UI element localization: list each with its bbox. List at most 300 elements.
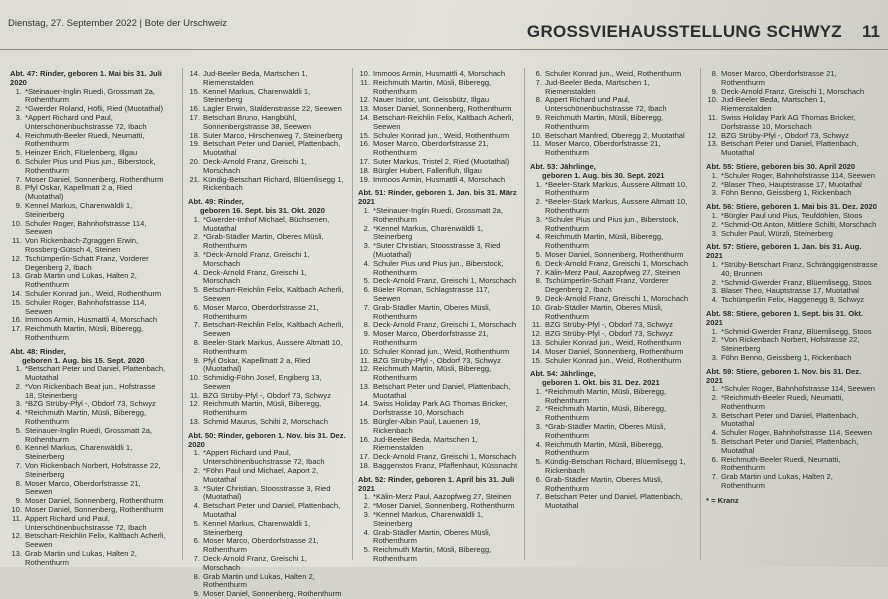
- page-number: 11: [862, 22, 880, 41]
- entry-text: Grab Martin und Lukas, Halten 2, Rothenthurm: [25, 271, 137, 290]
- category-heading: Abt. 53: Jährlinge,: [530, 161, 596, 171]
- ranking-entry: [530, 441, 692, 459]
- entry-text: Kündig-Betschart Richard, Blüemlisegg 1, Rickenbach: [203, 174, 344, 193]
- rank-number: 15.: [359, 130, 370, 140]
- entry-text: Schuler Konrad jun., Weid, Rothenthurm: [25, 288, 162, 298]
- entry-text: *Appert Richard und Paul, Unterschönenbuchstrasse 72, Ibach: [203, 448, 325, 467]
- entry-text: Deck-Arnold Franz, Greischi 1, Morschach: [373, 320, 517, 330]
- ranking-entry: [358, 365, 518, 383]
- rank-number: 12.: [707, 130, 718, 140]
- rank-number: 4.: [193, 267, 200, 277]
- ranking-entry: [358, 400, 518, 418]
- entry-text: *Von Rickenbach Norbert, Hofstrasse 22, Steinerberg: [721, 335, 860, 354]
- entry-text: Jud-Beeler Beda, Martschen 1, Riemenstalden: [545, 77, 650, 96]
- entry-text: Betschart Peter und Daniel, Plattenbach, Muotathal: [203, 139, 341, 158]
- ranking-entry: [530, 458, 692, 476]
- rank-number: 6.: [535, 69, 542, 78]
- entry-text: Jud-Beeler Beda, Martschen 1, Riemenstalden: [203, 69, 308, 87]
- ranking-entry: [530, 405, 692, 423]
- entry-text: *Beeler-Stark Markus, Äussere Altmatt 10, Rothenthurm: [545, 197, 688, 215]
- rank-number: 6.: [535, 258, 542, 268]
- entry-text: Grab Martin und Lukas, Halten 2, Rothenthurm: [25, 549, 137, 567]
- ranking-entry: [358, 546, 518, 564]
- entry-text: *Kennel Markus, Charenwäldli 1, Steinerberg: [373, 223, 484, 242]
- ranking-entry: [358, 260, 518, 278]
- entry-text: Moser Marco, Oberdorfstrasse 21, Seewen: [25, 478, 141, 497]
- entry-text: Schuler Konrad jun., Weid, Rothenthurm: [545, 337, 682, 347]
- rank-number: 19.: [189, 139, 200, 149]
- rank-number: 10.: [531, 302, 542, 312]
- page-header: [0, 0, 888, 46]
- ranking-entry: [10, 325, 168, 343]
- entry-text: Moser Daniel, Sonnenberg, Rothenthurm: [25, 505, 164, 515]
- entry-text: *Deck-Arnold Franz, Greischi 1, Morschach: [203, 249, 310, 268]
- category-heading: Abt. 47: Rinder, geboren 1. Mai bis 31. Juli 2020: [10, 69, 162, 87]
- rank-number: 7.: [363, 302, 370, 312]
- category-subheading: geboren 1. Aug. bis 30. Sept. 2021: [542, 170, 665, 180]
- ranking-entry: [358, 529, 518, 547]
- rank-number: 1.: [711, 326, 718, 336]
- rank-number: 15.: [189, 86, 200, 96]
- rank-number: 2.: [711, 277, 718, 287]
- ranking-entry: [530, 181, 692, 199]
- rank-number: 7.: [193, 320, 200, 330]
- entry-text: *Reichmuth Martin, Müsli, Biberegg, Rothenthurm: [545, 386, 667, 405]
- entry-text: Bürgler Hubert, Fallenfluh, Illgau: [373, 165, 482, 175]
- ranking-entry: [530, 114, 692, 132]
- ranking-entry: [530, 304, 692, 322]
- rank-number: 3.: [193, 249, 200, 259]
- entry-text: Schmidig-Föhn Josef, Engiberg 13, Seewen: [203, 373, 322, 391]
- ranking-entry: [188, 573, 346, 591]
- entry-text: Suter Markus, Tristel 2, Ried (Muotathal): [373, 156, 510, 166]
- ranking-entry: [188, 357, 346, 375]
- entry-text: Schuler Konrad jun., Weid, Rothenthurm: [373, 346, 510, 356]
- column-divider: [182, 68, 183, 560]
- entry-text: *Betschart Peter und Daniel, Plattenbach, Muotathal: [25, 364, 166, 383]
- rank-number: 1.: [535, 386, 542, 396]
- category-heading: Abt. 50: Rinder, geboren 1. Nov. bis 31. Dez. 2020: [188, 430, 346, 449]
- entry-text: Kennel Markus, Charenwäldli 1, Steinerberg: [203, 518, 311, 537]
- category-heading: Abt. 59: Stiere, geboren 1. Nov. bis 31. Dez. 2021: [706, 366, 862, 385]
- entry-text: Schuler Konrad jun., Weid, Rothenthurm: [545, 69, 682, 78]
- entry-text: *Grab-Städler Martin, Oberes Müsli, Rothenthurm: [545, 422, 666, 440]
- rank-number: 2.: [711, 393, 718, 403]
- ranking-entry: [188, 251, 346, 269]
- rank-number: 9.: [535, 293, 542, 303]
- entry-text: Reichmuth Martin, Müsli, Biberegg, Rothenthurm: [545, 439, 664, 458]
- rank-number: 3.: [711, 352, 718, 362]
- entry-text: Blaser Theo, Hauptstrasse 17, Muotathal: [721, 286, 859, 296]
- rank-number: 8.: [15, 478, 22, 488]
- category-heading: Abt. 55: Stiere, geboren bis 30. April 2020: [706, 161, 856, 171]
- entry-text: Moser Daniel, Sonnenberg, Rothenthurm: [25, 496, 164, 506]
- rank-number: 4.: [363, 527, 370, 537]
- header-divider: [0, 49, 888, 50]
- ranking-entry: [188, 70, 346, 88]
- rank-number: 2.: [15, 104, 22, 114]
- ranking-entry: [188, 418, 346, 427]
- rank-number: 12.: [359, 364, 370, 374]
- entry-text: Schuler Paul, Würzli, Steinerberg: [721, 228, 833, 238]
- results-column-4: [530, 70, 692, 511]
- rank-number: 8.: [535, 276, 542, 286]
- entry-text: BZG Strüby-Pfyl -, Obdorf 73, Schwyz: [203, 390, 331, 400]
- entry-text: Betschart Peter und Daniel, Plattenbach, Muotathal: [545, 492, 683, 511]
- ranking-entry: [188, 485, 346, 503]
- entry-text: *BZG Strüby-Pfyl -, Obdorf 73, Schwyz: [25, 399, 156, 409]
- rank-number: 9.: [711, 86, 718, 96]
- rank-number: 2.: [363, 223, 370, 233]
- ranking-entry: [358, 462, 518, 471]
- entry-text: Tschümperlin-Schatt Franz, Vorderer Degenberg 2, Ibach: [25, 253, 149, 272]
- ranking-entry: [188, 286, 346, 304]
- entry-text: *Von Rickenbach Beat jun., Hofstrasse 18, Steinerberg: [25, 381, 156, 400]
- ranking-entry: [10, 184, 168, 202]
- entry-text: Reichmuth Martin, Müsli, Biberegg, Rothenthurm: [545, 232, 664, 251]
- entry-text: Nauer Isidor, unt. Geissbütz, Illgau: [373, 95, 490, 105]
- rank-number: 6.: [15, 156, 22, 166]
- entry-text: Betschart Peter und Daniel, Plattenbach, Muotathal: [721, 139, 859, 158]
- ranking-entry: [10, 480, 168, 498]
- rank-number: 7.: [535, 77, 542, 87]
- entry-text: Grab Martin und Lukas, Halten 2, Rothenthurm: [203, 571, 315, 590]
- ranking-entry: [10, 237, 168, 255]
- ranking-entry: [358, 511, 518, 529]
- entry-text: Betschart-Reichlin Felix, Kaltbach Acherli, Seewen: [373, 112, 514, 131]
- rank-number: 4.: [15, 408, 22, 418]
- rank-number: 6.: [193, 302, 200, 312]
- entry-text: Immoos Armin, Husmattli 4, Morschach: [373, 174, 506, 184]
- rank-number: 10.: [11, 218, 22, 228]
- ranking-entry: [358, 242, 518, 260]
- rank-number: 7.: [711, 472, 718, 482]
- rank-number: 18.: [359, 165, 370, 175]
- rank-number: 1.: [193, 214, 200, 224]
- entry-text: Grab Martin und Lukas, Halten 2, Rothenthurm: [721, 472, 833, 491]
- rank-number: 3.: [363, 510, 370, 520]
- rank-number: 3.: [15, 112, 22, 122]
- entry-text: Deck-Arnold Franz, Greischi 1, Morschach: [373, 452, 517, 462]
- rank-number: 6.: [193, 536, 200, 546]
- rank-number: 12.: [11, 531, 22, 541]
- entry-text: Grab-Städler Martin, Oberes Müsli, Rothenthurm: [373, 527, 491, 546]
- ranking-entry: [188, 590, 346, 599]
- entry-text: Deck-Arnold Franz, Greischi 1, Morschach: [545, 258, 689, 268]
- entry-text: Schuler Roger, Bahnhofstrasse 114, Seewen: [721, 428, 872, 438]
- rank-number: 3.: [15, 399, 22, 409]
- entry-text: *Strüby-Betschart Franz, Schränggigenstrasse 40, Brunnen: [721, 259, 878, 278]
- category-heading: Abt. 58: Stiere, geboren 1. Sept. bis 31. Okt. 2021: [706, 308, 863, 327]
- entry-text: BZG Strüby-Pfyl -, Obdorf 73, Schwyz: [721, 130, 849, 140]
- ranking-entry: [706, 114, 878, 132]
- rank-number: 3.: [711, 410, 718, 420]
- ranking-entry: [358, 304, 518, 322]
- ranking-entry: [10, 365, 168, 383]
- rank-number: 13.: [707, 139, 718, 149]
- entry-text: Betschart Peter und Daniel, Plattenbach, Muotathal: [203, 501, 341, 520]
- entry-text: Föhn Benno, Geissberg 1, Rickenbach: [721, 188, 852, 198]
- entry-text: Jud-Beeler Beda, Martschen 1, Riemenstalden: [373, 434, 478, 453]
- entry-text: *Reichmuth-Beeler Ruedi, Neumatti, Rothenthurm: [721, 393, 844, 411]
- ranking-entry: [706, 261, 878, 279]
- ranking-entry: [358, 176, 518, 185]
- entry-text: *Blaser Theo, Hauptstrasse 17, Muotathal: [721, 179, 862, 189]
- entry-text: Lagler Erwin, Staldenstrasse 22, Seewen: [203, 104, 342, 114]
- ranking-entry: [10, 427, 168, 445]
- ranking-entry: [10, 532, 168, 550]
- rank-number: 5.: [363, 545, 370, 555]
- ranking-entry: [358, 383, 518, 401]
- category-heading: Abt. 54: Jährlinge,: [530, 369, 596, 379]
- rank-number: 18.: [359, 461, 370, 471]
- rank-number: 9.: [15, 496, 22, 506]
- ranking-entry: [706, 354, 878, 363]
- ranking-entry: [358, 436, 518, 454]
- category-heading: Abt. 49: Rinder,: [188, 197, 244, 207]
- results-column-1: [10, 70, 168, 568]
- entry-text: Moser Daniel, Sonnenberg, Rothenthurm: [545, 346, 684, 356]
- rank-number: 10.: [11, 505, 22, 515]
- entry-text: Appert Richard und Paul, Unterschönenbuchstrasse 72, Ibach: [25, 513, 147, 532]
- rank-number: 3.: [535, 214, 542, 224]
- entry-text: Moser Daniel, Sonnenberg, Rothenthurm: [203, 589, 342, 599]
- entry-text: Immoos Armin, Husmattli 4, Morschach: [25, 315, 158, 325]
- rank-number: 3.: [711, 188, 718, 198]
- ranking-entry: [358, 79, 518, 97]
- ranking-entry: [358, 286, 518, 304]
- rank-number: 16.: [189, 104, 200, 114]
- entry-text: *Suter Christian, Stoosstrasse 3, Ried (Muotathal): [203, 483, 331, 502]
- category-heading: Abt. 56: Stiere, geboren 1. Mai bis 31. Dez. 2020: [706, 202, 877, 212]
- ranking-entry: [188, 400, 346, 418]
- entry-text: Schuler Konrad jun., Weid, Rothenthurm: [373, 130, 510, 140]
- rank-number: 1.: [711, 384, 718, 394]
- ranking-entry: [706, 140, 878, 158]
- rank-number: 14.: [359, 399, 370, 409]
- rank-number: 5.: [193, 518, 200, 528]
- entry-text: Tschümperlin-Schatt Franz, Vorderer Degenberg 2, Ibach: [545, 276, 669, 295]
- rank-number: 14.: [11, 288, 22, 298]
- entry-text: *Reichmuth Martin, Müsli, Biberegg, Rothenthurm: [545, 404, 667, 423]
- entry-text: Kennel Markus, Charenwäldli 1, Steinerberg: [25, 200, 133, 219]
- rank-number: 1.: [193, 448, 200, 458]
- footnote-legend: * = Kranz: [706, 495, 739, 505]
- entry-text: Von Rickenbach-Zgraggen Erwin, Rossberg-Gütsch 4, Steinen: [25, 236, 139, 254]
- entry-text: Kälin-Merz Paul, Aazopfweg 27, Steinen: [545, 267, 681, 277]
- ranking-entry: [188, 555, 346, 573]
- ranking-entry: [188, 114, 346, 132]
- entry-text: Reichmuth Martin, Müsli, Biberegg, Rothenthurm: [203, 399, 322, 418]
- entry-text: Pfyl Oskar, Kapellmatt 2 a, Ried (Muotathal): [25, 183, 133, 202]
- results-column-3: [358, 70, 518, 564]
- rank-number: 11.: [532, 320, 542, 330]
- entry-text: BZG Strüby-Pfyl -, Obdorf 73, Schwyz: [545, 320, 673, 330]
- entry-text: *Schuler Roger, Bahnhofstrasse 114, Seewen: [721, 170, 875, 180]
- entry-text: Betschart-Reichlin Felix, Kaltbach Acherli, Seewen: [203, 285, 344, 303]
- rank-number: 6.: [15, 443, 22, 453]
- rank-number: 10.: [707, 95, 718, 105]
- rank-number: 13.: [11, 549, 22, 559]
- ranking-entry: [10, 158, 168, 176]
- ranking-entry: [188, 158, 346, 176]
- ranking-entry: [188, 140, 346, 158]
- rank-number: 11.: [708, 112, 718, 122]
- entry-text: Kündig-Betschart Richard, Blüemlisegg 1, Rickenbach: [545, 457, 686, 476]
- entry-text: Moser Marco, Oberdorfstrasse 21, Rothenthurm: [203, 302, 319, 321]
- entry-text: Grab-Städler Martin, Oberes Müsli, Rothenthurm: [545, 302, 663, 321]
- ranking-entry: [10, 202, 168, 220]
- rank-number: 2.: [193, 232, 200, 242]
- rank-number: 15.: [11, 297, 22, 307]
- page-title: GROSSVIEHAUSSTELLUNG SCHWYZ: [526, 22, 842, 41]
- ranking-entry: [706, 70, 878, 88]
- rank-number: 3.: [711, 286, 718, 296]
- entry-text: *Suter Christian, Stoosstrasse 3, Ried (Muotathal): [373, 241, 501, 259]
- ranking-entry: [530, 476, 692, 494]
- entry-text: *Kennel Markus, Charenwäldli 1, Steinerberg: [373, 510, 484, 528]
- ranking-entry: [188, 176, 346, 194]
- rank-number: 1.: [363, 205, 370, 215]
- rank-number: 1.: [711, 259, 718, 269]
- rank-number: 8.: [363, 320, 370, 330]
- ranking-entry: [706, 456, 878, 474]
- entry-text: Heinzer Erich, Flüelenberg, Illgau: [25, 148, 138, 158]
- entry-text: Moser Marco, Oberdorfstrasse 21, Rothenthurm: [373, 329, 489, 347]
- entry-text: Kennel Markus, Charenwäldli 1, Steinerberg: [203, 86, 311, 105]
- ranking-entry: [10, 515, 168, 533]
- ranking-entry: [706, 230, 878, 239]
- ranking-entry: [188, 467, 346, 485]
- entry-text: *Moser Daniel, Sonnenberg, Rothenthurm: [373, 501, 515, 511]
- ranking-entry: [358, 330, 518, 348]
- results-column-5: [706, 70, 878, 506]
- entry-text: Steinauer-Inglin Ruedi, Grossmatt 2a, Rothenthurm: [25, 425, 153, 444]
- ranking-entry: [10, 132, 168, 150]
- rank-number: 9.: [363, 329, 370, 339]
- entry-text: *Kälin-Merz Paul, Aazopfweg 27, Steinen: [373, 492, 512, 502]
- entry-text: Schuler Roger, Bahnhofstrasse 114, Seewen: [25, 218, 147, 237]
- ranking-entry: [706, 394, 878, 412]
- ranking-entry: [706, 473, 878, 491]
- entry-text: Grab-Städler Martin, Oberes Müsli, Rothenthurm: [373, 302, 491, 321]
- ranking-entry: [188, 304, 346, 322]
- entry-text: Deck-Arnold Franz, Greischi 1, Morschach: [203, 267, 307, 286]
- rank-number: 17.: [359, 156, 370, 166]
- rank-number: 11.: [12, 236, 22, 246]
- rank-number: 13.: [531, 337, 542, 347]
- entry-text: Deck-Arnold Franz, Greischi 1, Morschach: [203, 156, 307, 175]
- rank-number: 4.: [363, 258, 370, 268]
- entry-text: Moser Daniel, Sonnenberg, Rothenthurm: [545, 249, 684, 259]
- entry-text: *Gwerder-Imhof Michael, Büchsenen, Muotathal: [203, 214, 330, 233]
- rank-number: 12.: [359, 95, 370, 105]
- ranking-entry: [188, 374, 346, 392]
- rank-number: 1.: [535, 179, 542, 189]
- entry-text: Appert Richard und Paul, Unterschönenbuchstrasse 72, Ibach: [545, 95, 667, 114]
- entry-text: Schmid Maurus, Schilti 2, Morschach: [203, 417, 328, 427]
- entry-text: Swiss Holiday Park AG Thomas Bricker, Dorfstrasse 10, Morschach: [373, 399, 508, 418]
- ranking-entry: [530, 357, 692, 366]
- rank-number: 5.: [15, 425, 22, 435]
- entry-text: Betschart Bruno, Hangbühl, Sonnenbergstrasse 38, Seewen: [203, 112, 312, 131]
- entry-text: *Schuler Pius und Pius jun., Biberstock, Rothenthurm: [545, 214, 679, 233]
- rank-number: 2.: [711, 335, 718, 345]
- ranking-entry: [706, 96, 878, 114]
- ranking-entry: [188, 88, 346, 106]
- rank-number: 11.: [12, 513, 22, 523]
- rank-number: 8.: [711, 69, 718, 78]
- entry-text: Kennel Markus, Charenwäldli 1, Steinerberg: [25, 443, 133, 462]
- ranking-entry: [358, 114, 518, 132]
- entry-text: Betschart Peter und Daniel, Plattenbach, Muotathal: [721, 437, 859, 455]
- entry-text: Reichmuth Martin, Müsli, Biberegg, Rothenthurm: [373, 77, 492, 96]
- entry-text: Reichmuth-Beeler Ruedi, Neumatti, Rothenthurm: [25, 130, 145, 149]
- rank-number: 5.: [535, 457, 542, 467]
- entry-text: Immoos Armin, Husmattli 4, Morschach: [373, 69, 506, 78]
- rank-number: 9.: [535, 112, 542, 122]
- entry-text: *Beeler-Stark Markus, Äussere Altmatt 10, Rothenthurm: [545, 179, 688, 198]
- rank-number: 2.: [535, 404, 542, 414]
- rank-number: 10.: [531, 130, 542, 140]
- rank-number: 19.: [359, 174, 370, 184]
- entry-text: Baggenstos Franz, Pfaffenhaut, Küssnacht: [373, 461, 518, 471]
- ranking-entry: [530, 423, 692, 441]
- entry-text: Von Rickenbach Norbert, Hofstrasse 22, Steinerberg: [25, 461, 161, 479]
- rank-number: 3.: [363, 241, 370, 251]
- rank-number: 8.: [15, 183, 22, 193]
- column-divider: [524, 68, 525, 560]
- rank-number: 5.: [363, 276, 370, 286]
- entry-text: Moser Marco, Oberdorfstrasse 21, Rothenthurm: [545, 139, 661, 158]
- entry-text: Betschart Peter und Daniel, Plattenbach, Muotathal: [373, 381, 511, 400]
- entry-text: Beeler-Stark Markus, Äussere Altmatt 10, Rothenthurm: [203, 337, 343, 356]
- category-subheading: geboren 1. Aug. bis 15. Sept. 2020: [22, 355, 145, 365]
- ranking-entry: [530, 216, 692, 234]
- entry-text: Moser Marco, Oberdorfstrasse 21, Rothenthurm: [203, 536, 319, 555]
- rank-number: 2.: [535, 197, 542, 207]
- rank-number: 14.: [189, 69, 200, 78]
- ranking-entry: [10, 114, 168, 132]
- rank-number: 6.: [711, 454, 718, 464]
- rank-number: 9.: [15, 200, 22, 210]
- category-subheading: geboren 1. Okt. bis 31. Dez. 2021: [542, 378, 660, 388]
- rank-number: 4.: [711, 295, 718, 305]
- category-heading: Abt. 51: Rinder, geboren 1. Jan. bis 31. März 2021: [358, 188, 517, 207]
- ranking-entry: [530, 79, 692, 97]
- rank-number: 7.: [535, 267, 542, 277]
- rank-number: 2.: [193, 466, 200, 476]
- rank-number: 7.: [535, 492, 542, 502]
- rank-number: 1.: [15, 86, 22, 96]
- ranking-entry: [188, 321, 346, 339]
- rank-number: 6.: [535, 474, 542, 484]
- entry-text: Betschart Manfred, Oberegg 2, Muotathal: [545, 130, 685, 140]
- ranking-entry: [706, 412, 878, 430]
- rank-number: 3.: [711, 228, 718, 238]
- results-column-2: [188, 70, 346, 599]
- entry-text: Pfyl Oskar, Kapellmatt 2 a, Ried (Muotathal): [203, 355, 311, 374]
- category-subheading: geboren 16. Sept. bis 31. Okt. 2020: [200, 205, 325, 215]
- entry-text: *Reichmuth Martin, Müsli, Biberegg, Rothenthurm: [25, 408, 147, 427]
- entry-text: *Steinauer-Inglin Ruedi, Grossmatt 2a, Rothenthurm: [373, 205, 504, 224]
- entry-text: Moser Daniel, Sonnenberg, Rothenthurm: [373, 104, 512, 114]
- entry-text: Reichmuth Martin, Müsli, Biberegg, Rothenthurm: [373, 545, 492, 564]
- entry-text: Deck-Arnold Franz, Greischi 1, Morschach: [545, 293, 689, 303]
- entry-text: *Schmid-Ott Anton, Mittlere Schilti, Morschach: [721, 219, 877, 229]
- entry-text: Moser Marco, Oberdorfstrasse 21, Rothenthurm: [721, 69, 837, 87]
- ranking-entry: [10, 383, 168, 401]
